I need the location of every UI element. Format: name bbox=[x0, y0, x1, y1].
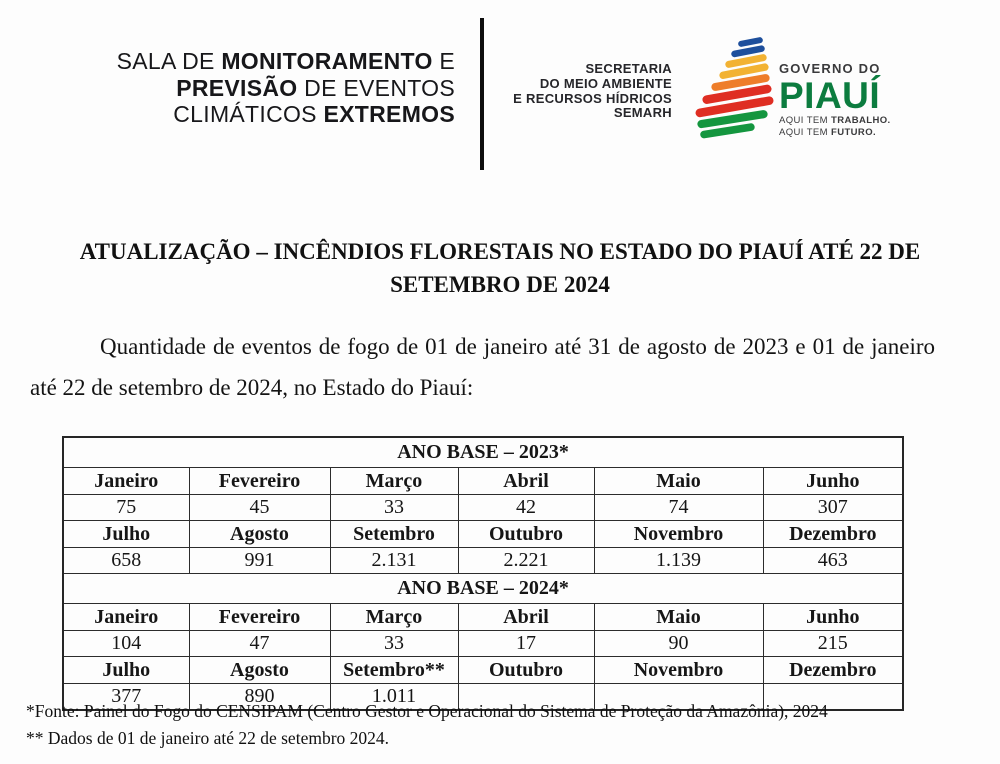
month-cell: Julho bbox=[63, 521, 189, 548]
tagline2-bold: FUTURO. bbox=[831, 127, 877, 138]
value-cell: 2.131 bbox=[330, 548, 458, 574]
intro-paragraph: Quantidade de eventos de fogo de 01 de janeiro até 31 de agosto de 2023 e 01 de janeiro até 22 de setembro de 2024, no Estado do Piauí: bbox=[30, 334, 935, 400]
sala-line1-suffix: E bbox=[432, 48, 455, 74]
value-cell: 90 bbox=[594, 631, 763, 657]
month-cell: Setembro bbox=[330, 521, 458, 548]
value-cell: 1.011 bbox=[330, 684, 458, 711]
table-row bbox=[63, 574, 903, 604]
table-row bbox=[63, 495, 903, 521]
month-cell: Novembro bbox=[594, 657, 763, 684]
table-row bbox=[63, 548, 903, 574]
sala-line2-suffix: DE EVENTOS bbox=[297, 74, 455, 101]
month-cell: Agosto bbox=[189, 657, 330, 684]
month-cell: Maio bbox=[594, 468, 763, 495]
sala-line3-bold: EXTREMOS bbox=[323, 101, 455, 127]
piaui-map-icon bbox=[695, 37, 775, 143]
section-title-cell: ANO BASE – 2024* bbox=[63, 574, 903, 604]
month-cell: Janeiro bbox=[63, 604, 189, 631]
month-cell: Abril bbox=[458, 468, 594, 495]
month-cell: Outubro bbox=[458, 657, 594, 684]
value-cell: 215 bbox=[763, 631, 903, 657]
month-cell: Fevereiro bbox=[189, 604, 330, 631]
fire-events-table bbox=[62, 436, 904, 711]
sala-logo-line3 bbox=[60, 101, 455, 128]
month-cell: Maio bbox=[594, 604, 763, 631]
semarh-line3: E RECURSOS HÍDRICOS bbox=[513, 90, 672, 106]
value-cell: 74 bbox=[594, 495, 763, 521]
sala-logo-line1 bbox=[60, 48, 455, 75]
page-title-line2: SETEMBRO DE 2024 bbox=[390, 272, 610, 298]
sala-line1-regular: SALA DE bbox=[116, 48, 222, 74]
value-cell: 75 bbox=[63, 495, 189, 521]
semarh-line4: SEMARH bbox=[613, 105, 672, 121]
footnote-period: ** Dados de 01 de janeiro até 22 de setembro 2024. bbox=[26, 728, 390, 748]
value-cell: 377 bbox=[63, 684, 189, 711]
governo-logo-text bbox=[779, 61, 891, 139]
month-cell: Outubro bbox=[458, 521, 594, 548]
section-title-cell: ANO BASE – 2023* bbox=[63, 437, 903, 468]
month-cell: Novembro bbox=[594, 521, 763, 548]
value-cell: 42 bbox=[458, 495, 594, 521]
month-cell: Agosto bbox=[189, 521, 330, 548]
month-cell: Dezembro bbox=[763, 657, 903, 684]
value-cell: 104 bbox=[63, 631, 189, 657]
semarh-line2-regular: DO bbox=[539, 75, 564, 91]
table-row bbox=[63, 437, 903, 468]
value-cell: 991 bbox=[189, 548, 330, 574]
sala-logo-line2 bbox=[60, 75, 455, 102]
table-row bbox=[63, 631, 903, 657]
value-cell: 890 bbox=[189, 684, 330, 711]
month-cell: Junho bbox=[763, 468, 903, 495]
month-cell: Março bbox=[330, 468, 458, 495]
month-cell: Janeiro bbox=[63, 468, 189, 495]
sala-monitoramento-logo bbox=[60, 48, 455, 128]
semarh-line2-bold: MEIO AMBIENTE bbox=[563, 75, 672, 91]
table-row bbox=[63, 468, 903, 495]
month-cell: Abril bbox=[458, 604, 594, 631]
page-title-line1: ATUALIZAÇÃO – INCÊNDIOS FLORESTAIS NO ESTADO DO PIAUÍ ATÉ 22 DE bbox=[79, 239, 921, 265]
value-cell: 17 bbox=[458, 631, 594, 657]
month-cell: Março bbox=[330, 604, 458, 631]
value-cell: 45 bbox=[189, 495, 330, 521]
tagline1-bold: TRABALHO. bbox=[831, 115, 891, 126]
value-cell: 2.221 bbox=[458, 548, 594, 574]
governo-tagline2 bbox=[779, 127, 891, 139]
sala-line1-bold: MONITORAMENTO bbox=[221, 48, 433, 74]
value-cell: 307 bbox=[763, 495, 903, 521]
value-cell: 33 bbox=[330, 495, 458, 521]
sala-line2-bold: PREVISÃO bbox=[176, 74, 298, 101]
tagline1-regular: AQUI TEM bbox=[779, 115, 831, 126]
table-row bbox=[63, 657, 903, 684]
page-title bbox=[0, 235, 1000, 301]
value-cell: 1.139 bbox=[594, 548, 763, 574]
governo-kicker: GOVERNO DO bbox=[779, 61, 881, 76]
table-row bbox=[63, 521, 903, 548]
month-cell: Dezembro bbox=[763, 521, 903, 548]
month-cell: Setembro** bbox=[330, 657, 458, 684]
governo-state-name: PIAUÍ bbox=[779, 75, 881, 116]
governo-piaui-logo bbox=[695, 37, 955, 147]
semarh-line1: SECRETARIA bbox=[585, 61, 672, 76]
value-cell: 33 bbox=[330, 631, 458, 657]
footnote-source: *Fonte: Painel do Fogo do CENSIPAM (Centro Gestor e Operacional do Sistema de Proteção da Amazônia), 2024 bbox=[26, 701, 828, 721]
header-divider bbox=[480, 18, 484, 170]
tagline2-regular: AQUI TEM bbox=[779, 127, 831, 138]
month-cell: Fevereiro bbox=[189, 468, 330, 495]
semarh-line2 bbox=[490, 77, 672, 92]
value-cell: 463 bbox=[763, 548, 903, 574]
semarh-logo bbox=[490, 62, 672, 121]
month-cell: Julho bbox=[63, 657, 189, 684]
sala-line3-regular: CLIMÁTICOS bbox=[173, 101, 324, 127]
governo-tagline1 bbox=[779, 115, 891, 127]
value-cell: 47 bbox=[189, 631, 330, 657]
footnotes bbox=[26, 698, 976, 752]
month-cell: Junho bbox=[763, 604, 903, 631]
table-row bbox=[63, 604, 903, 631]
value-cell: 658 bbox=[63, 548, 189, 574]
